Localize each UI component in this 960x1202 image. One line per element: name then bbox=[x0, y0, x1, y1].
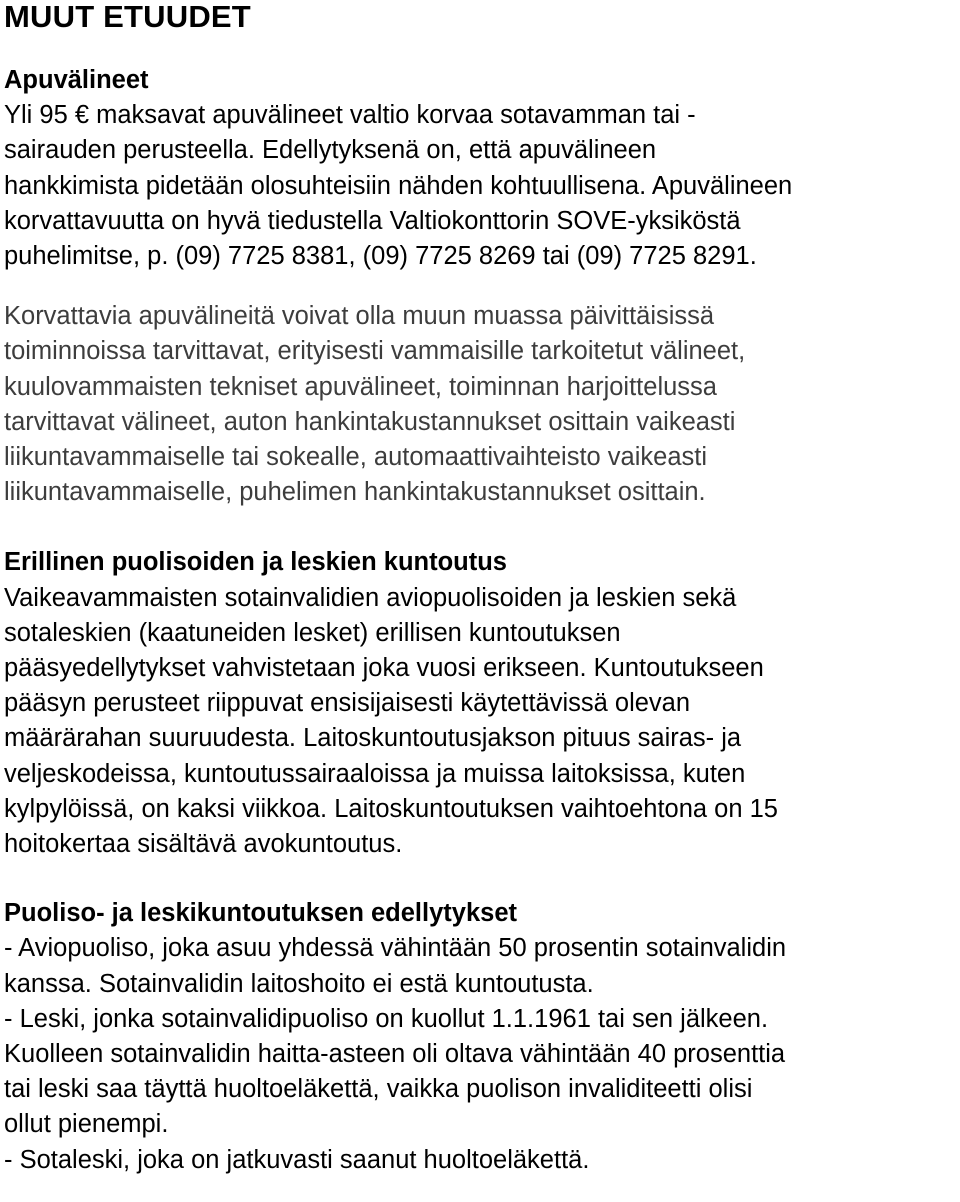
paragraph-apuvalineet-intro bbox=[4, 98, 960, 274]
text-line: toiminnoissa tarvittavat, erityisesti vammaisille tarkoitetut välineet, bbox=[4, 337, 746, 366]
text-line: pääsyedellytykset vahvistetaan joka vuosi erikseen. Kuntoutukseen bbox=[4, 654, 764, 683]
text-line: kylpylöissä, on kaksi viikkoa. Laitoskuntoutuksen vaihtoehtona on 15 bbox=[4, 794, 778, 823]
text-line: sotaleskien (kaatuneiden lesket) erillisen kuntoutuksen bbox=[4, 618, 621, 647]
list-item-sotaleski: - Sotaleski, joka on jatkuvasti saanut huoltoeläkettä. bbox=[4, 1145, 590, 1174]
text-line: korvattavuutta on hyvä tiedustella Valtiokonttorin SOVE-yksiköstä bbox=[4, 206, 741, 235]
text-line: kuulovammaisten tekniset apuvälineet, toiminnan harjoittelussa bbox=[4, 372, 717, 401]
text-line: tarvittavat välineet, auton hankintakustannukset osittain vaikeasti bbox=[4, 407, 736, 436]
text-line: hankkimista pidetään olosuhteisiin nähden kohtuullisena. Apuvälineen bbox=[4, 171, 793, 200]
text-line: Vaikeavammaisten sotainvalidien aviopuolisoiden ja leskien sekä bbox=[4, 583, 737, 612]
list-item-leski: - Leski, jonka sotainvalidipuoliso on kuollut 1.1.1961 tai sen jälkeen. bbox=[4, 1004, 769, 1033]
text-line: liikuntavammaiselle, puhelimen hankintakustannukset osittain. bbox=[4, 478, 706, 507]
text-line: Yli 95 € maksavat apuvälineet valtio korvaa sotavamman tai - bbox=[4, 101, 696, 130]
section-heading-edellytykset: Puoliso- ja leskikuntoutuksen edellytykset bbox=[4, 899, 517, 928]
text-line: sairauden perusteella. Edellytyksenä on, että apuvälineen bbox=[4, 136, 657, 165]
text-line: hoitokertaa sisältävä avokuntoutus. bbox=[4, 830, 403, 859]
text-line: ollut pienempi. bbox=[4, 1110, 169, 1139]
text-line: Kuolleen sotainvalidin haitta-asteen oli oltava vähintään 40 prosenttia bbox=[4, 1040, 786, 1069]
text-line: Korvattavia apuvälineitä voivat olla muun muassa päivittäisissä bbox=[4, 302, 715, 331]
text-line: määrärahan suuruudesta. Laitoskuntoutusjakson pituus sairas- ja bbox=[4, 724, 742, 753]
text-line: kanssa. Sotainvalidin laitoshoito ei estä kuntoutusta. bbox=[4, 969, 594, 998]
section-erillinen-kuntoutus bbox=[4, 545, 960, 862]
text-line: pääsyn perusteet riippuvat ensisijaisesti käytettävissä olevan bbox=[4, 689, 691, 718]
paragraph-korvattavia bbox=[4, 299, 960, 510]
text-line: puhelimitse, p. (09) 7725 8381, (09) 7725 8269 tai (09) 7725 8291. bbox=[4, 242, 757, 271]
list-item-aviopuoliso: - Aviopuoliso, joka asuu yhdessä vähintään 50 prosentin sotainvalidin bbox=[4, 934, 787, 963]
text-line: veljeskodeissa, kuntoutussairaaloissa ja muissa laitoksissa, kuten bbox=[4, 759, 746, 788]
section-edellytykset bbox=[4, 896, 960, 1178]
section-apuvalineet bbox=[4, 63, 960, 510]
text-line: liikuntavammaiselle tai sokealle, automaattivaihteisto vaikeasti bbox=[4, 443, 708, 472]
text-line: tai leski saa täyttä huoltoeläkettä, vaikka puolison invaliditeetti olisi bbox=[4, 1075, 753, 1104]
page-title: MUUT ETUUDET bbox=[4, 0, 251, 34]
section-heading-erillinen-kuntoutus: Erillinen puolisoiden ja leskien kuntoutus bbox=[4, 548, 507, 577]
section-heading-apuvalineet: Apuvälineet bbox=[4, 66, 149, 94]
